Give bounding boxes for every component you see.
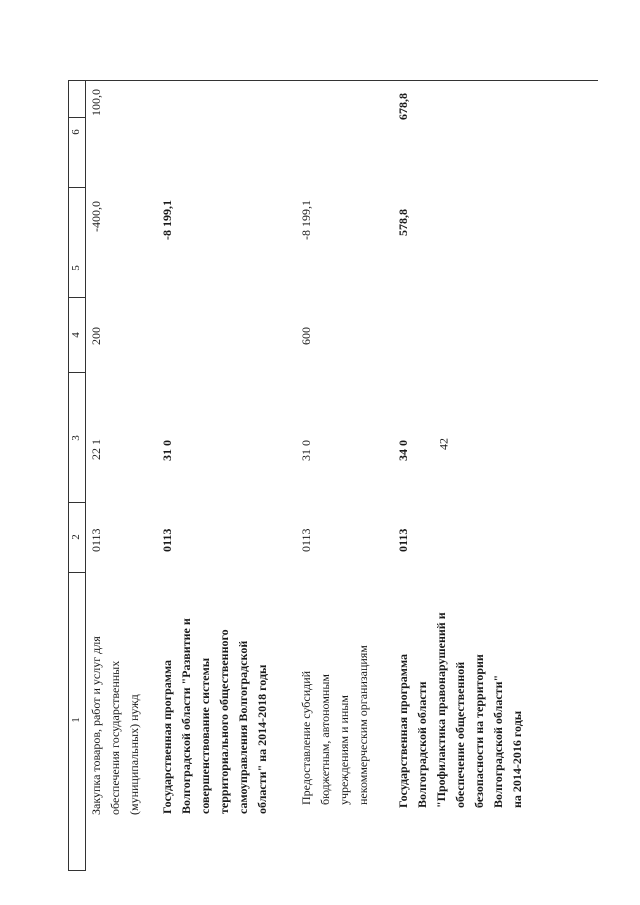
table-rule [68, 117, 86, 118]
table-rule [85, 80, 86, 870]
table-rule [68, 572, 86, 573]
row-name-line: обеспечения государственных [108, 660, 122, 815]
page-number: 42 [436, 438, 451, 450]
column-header: 6 [70, 129, 82, 135]
row-name-line: учреждениям и иным [337, 695, 351, 805]
column-header: 1 [70, 717, 82, 723]
row-name-line: безопасности на территории [472, 654, 486, 808]
row-name-line: Предоставление субсидий [299, 670, 313, 805]
row-change: 578,8 [396, 209, 410, 236]
row-code: 0113 [396, 528, 410, 552]
row-name-line: некоммерческим организациям [356, 645, 370, 805]
table-rule [68, 80, 69, 870]
row-type: 600 [299, 327, 313, 345]
table-rule [68, 870, 86, 871]
row-name [87, 636, 144, 815]
row-change: -8 199,1 [160, 200, 174, 240]
row-name [158, 618, 272, 814]
row-code: 0113 [160, 528, 174, 552]
row-name-line: бюджетным, автономным [318, 674, 332, 805]
row-code: 0113 [89, 528, 103, 552]
row-name-line: (муниципальных) нужд [127, 694, 141, 815]
table-rule [68, 502, 86, 503]
column-header: 2 [70, 534, 82, 540]
column-header: 5 [70, 265, 82, 271]
row-name-line: Закупка товаров, работ и услуг для [89, 636, 103, 815]
table-rule [68, 187, 86, 188]
row-name-line: самоуправления Волгоградской [236, 640, 250, 814]
row-name [394, 612, 527, 808]
row-name-line: совершенствование системы [198, 657, 212, 814]
row-change: -400,0 [89, 201, 103, 232]
row-name-line: Государственная программа [160, 659, 174, 814]
row-target: 34 0 [396, 440, 410, 461]
row-name-line: Государственная программа [396, 653, 410, 808]
row-target: 22 1 [89, 439, 103, 460]
row-name [297, 645, 373, 805]
row-name-line: Волгоградской области" [491, 674, 505, 808]
row-change: -8 199,1 [299, 200, 313, 240]
row-name-line: Волгоградской области [415, 681, 429, 808]
column-header: 4 [70, 332, 82, 338]
row-target: 31 0 [160, 440, 174, 461]
table-rule [68, 297, 86, 298]
row-total: 678,8 [396, 93, 410, 120]
row-type: 200 [89, 327, 103, 345]
row-name-line: "Профилактика правонарушений и [434, 612, 448, 808]
table-rule [68, 80, 598, 81]
row-code: 0113 [299, 528, 313, 552]
column-header: 3 [70, 435, 82, 441]
row-name-line: на 2014-2016 годы [510, 710, 524, 808]
row-name-line: Волгоградской области "Развитие и [179, 618, 193, 814]
row-name-line: области" на 2014-2018 годы [255, 664, 269, 814]
row-name-line: территориального общественного [217, 629, 231, 814]
table-rule [68, 372, 86, 373]
row-total: 100,0 [89, 89, 103, 116]
row-name-line: обеспечение общественной [453, 661, 467, 808]
row-target: 31 0 [299, 440, 313, 461]
